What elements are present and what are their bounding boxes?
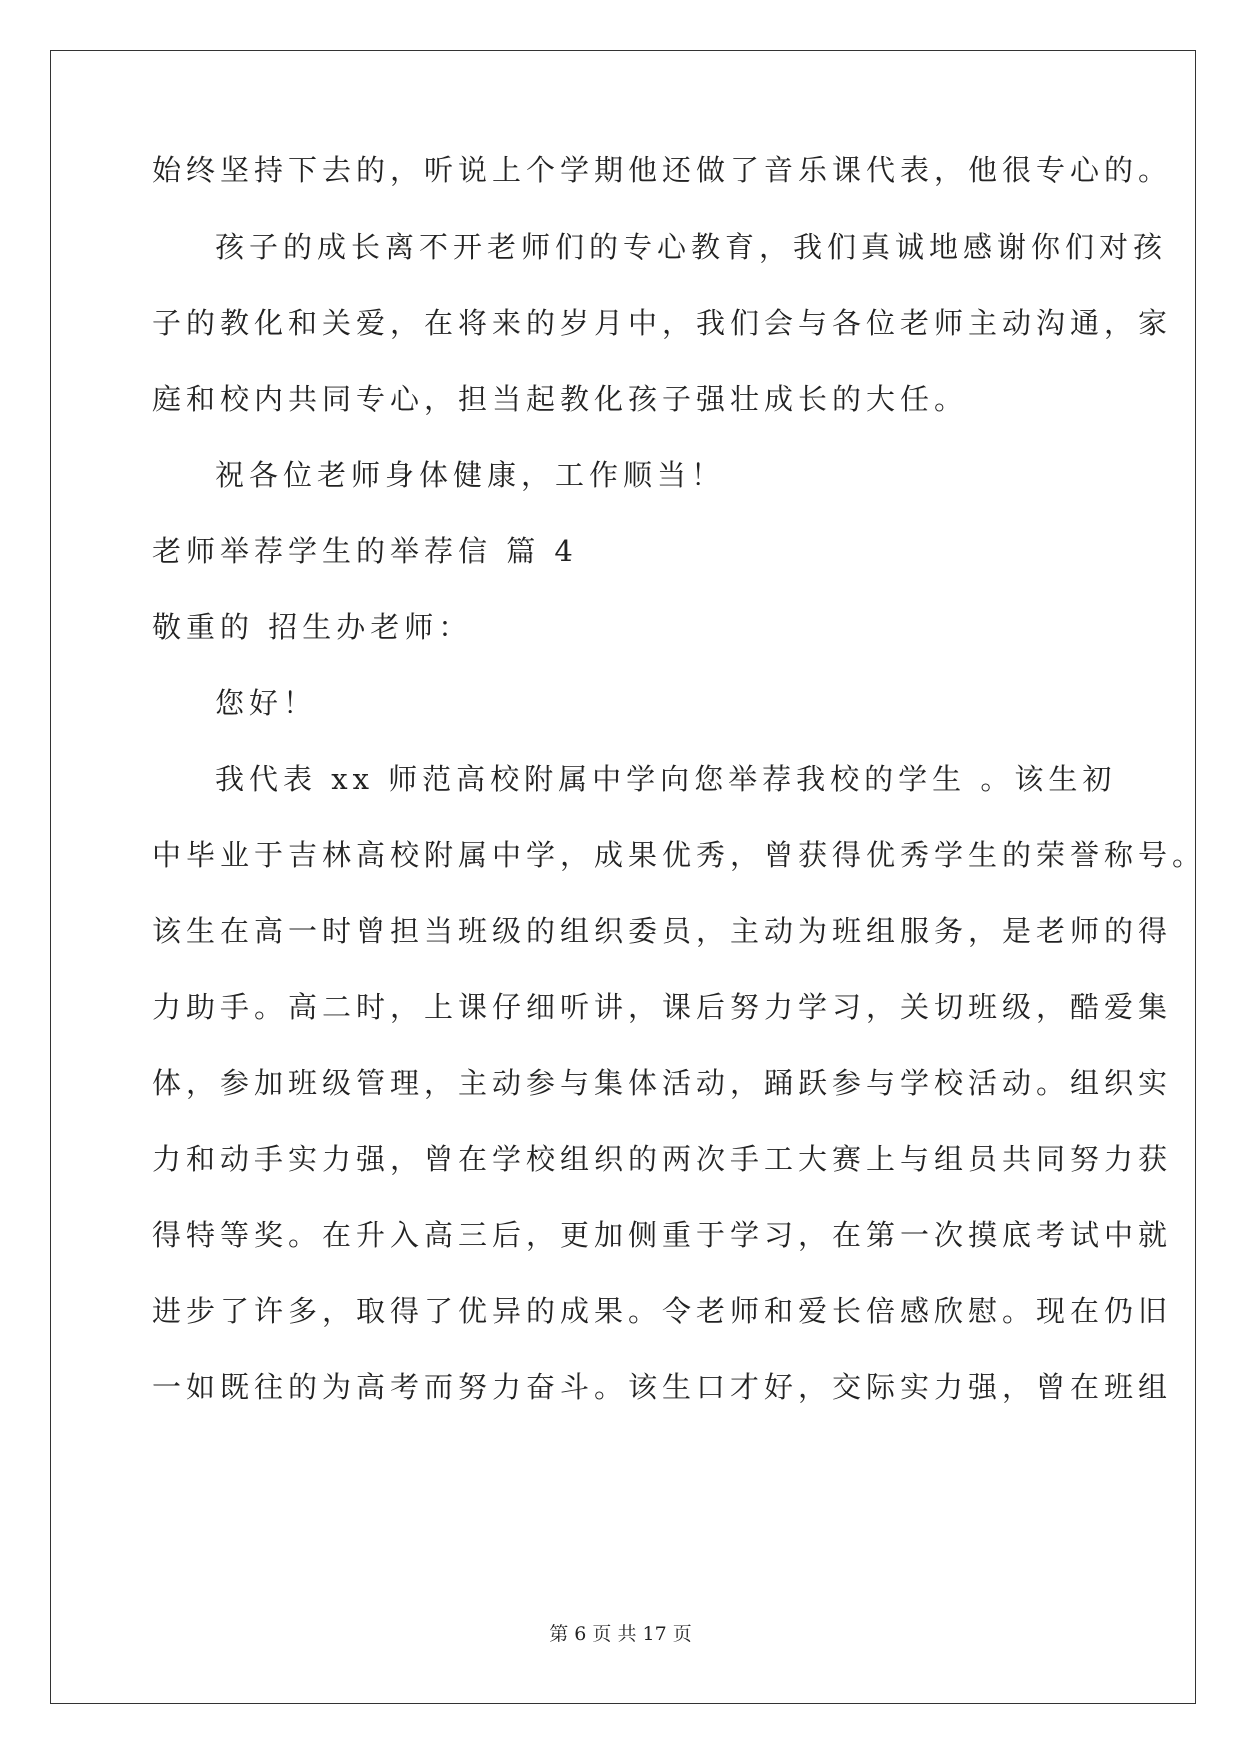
salutation: 敬重的 招生办老师： [152,610,473,644]
section-heading: 老师举荐学生的举荐信 篇 4 [152,534,578,568]
text-line: 力和动手实力强，曾在学校组织的两次手工大赛上与组员共同努力获 [152,1142,1173,1176]
text-line: 子的教化和关爱，在将来的岁月中，我们会与各位老师主动沟通，家 [152,306,1173,340]
page-border [50,50,1196,1704]
paragraph-line: 祝各位老师身体健康，工作顺当！ [215,458,726,492]
text-line: 力助手。高二时，上课仔细听讲，课后努力学习，关切班级，酷爱集 [152,990,1173,1024]
text-line: 体，参加班级管理，主动参与集体活动，踊跃参与学校活动。组织实 [152,1066,1173,1100]
text-line: 始终坚持下去的，听说上个学期他还做了音乐课代表，他很专心的。 [152,153,1173,187]
greeting: 您好！ [215,686,318,720]
text-line: 一如既往的为高考而努力奋斗。该生口才好，交际实力强，曾在班组 [152,1370,1173,1404]
paragraph-line: 孩子的成长离不开老师们的专心教育，我们真诚地感谢你们对孩 [215,230,1168,264]
text-line: 得特等奖。在升入高三后，更加侧重于学习，在第一次摸底考试中就 [152,1218,1173,1252]
text-line: 进步了许多，取得了优异的成果。令老师和爱长倍感欣慰。现在仍旧 [152,1294,1173,1328]
page-number-footer: 第 6 页 共 17 页 [549,1623,692,1645]
paragraph-line: 我代表 xx 师范高校附属中学向您举荐我校的学生 。该生初 [215,762,1117,796]
text-line: 该生在高一时曾担当班级的组织委员，主动为班组服务，是老师的得 [152,914,1173,948]
text-line: 庭和校内共同专心，担当起教化孩子强壮成长的大任。 [152,382,969,416]
text-line: 中毕业于吉林高校附属中学，成果优秀，曾获得优秀学生的荣誉称号。 [152,838,1207,872]
